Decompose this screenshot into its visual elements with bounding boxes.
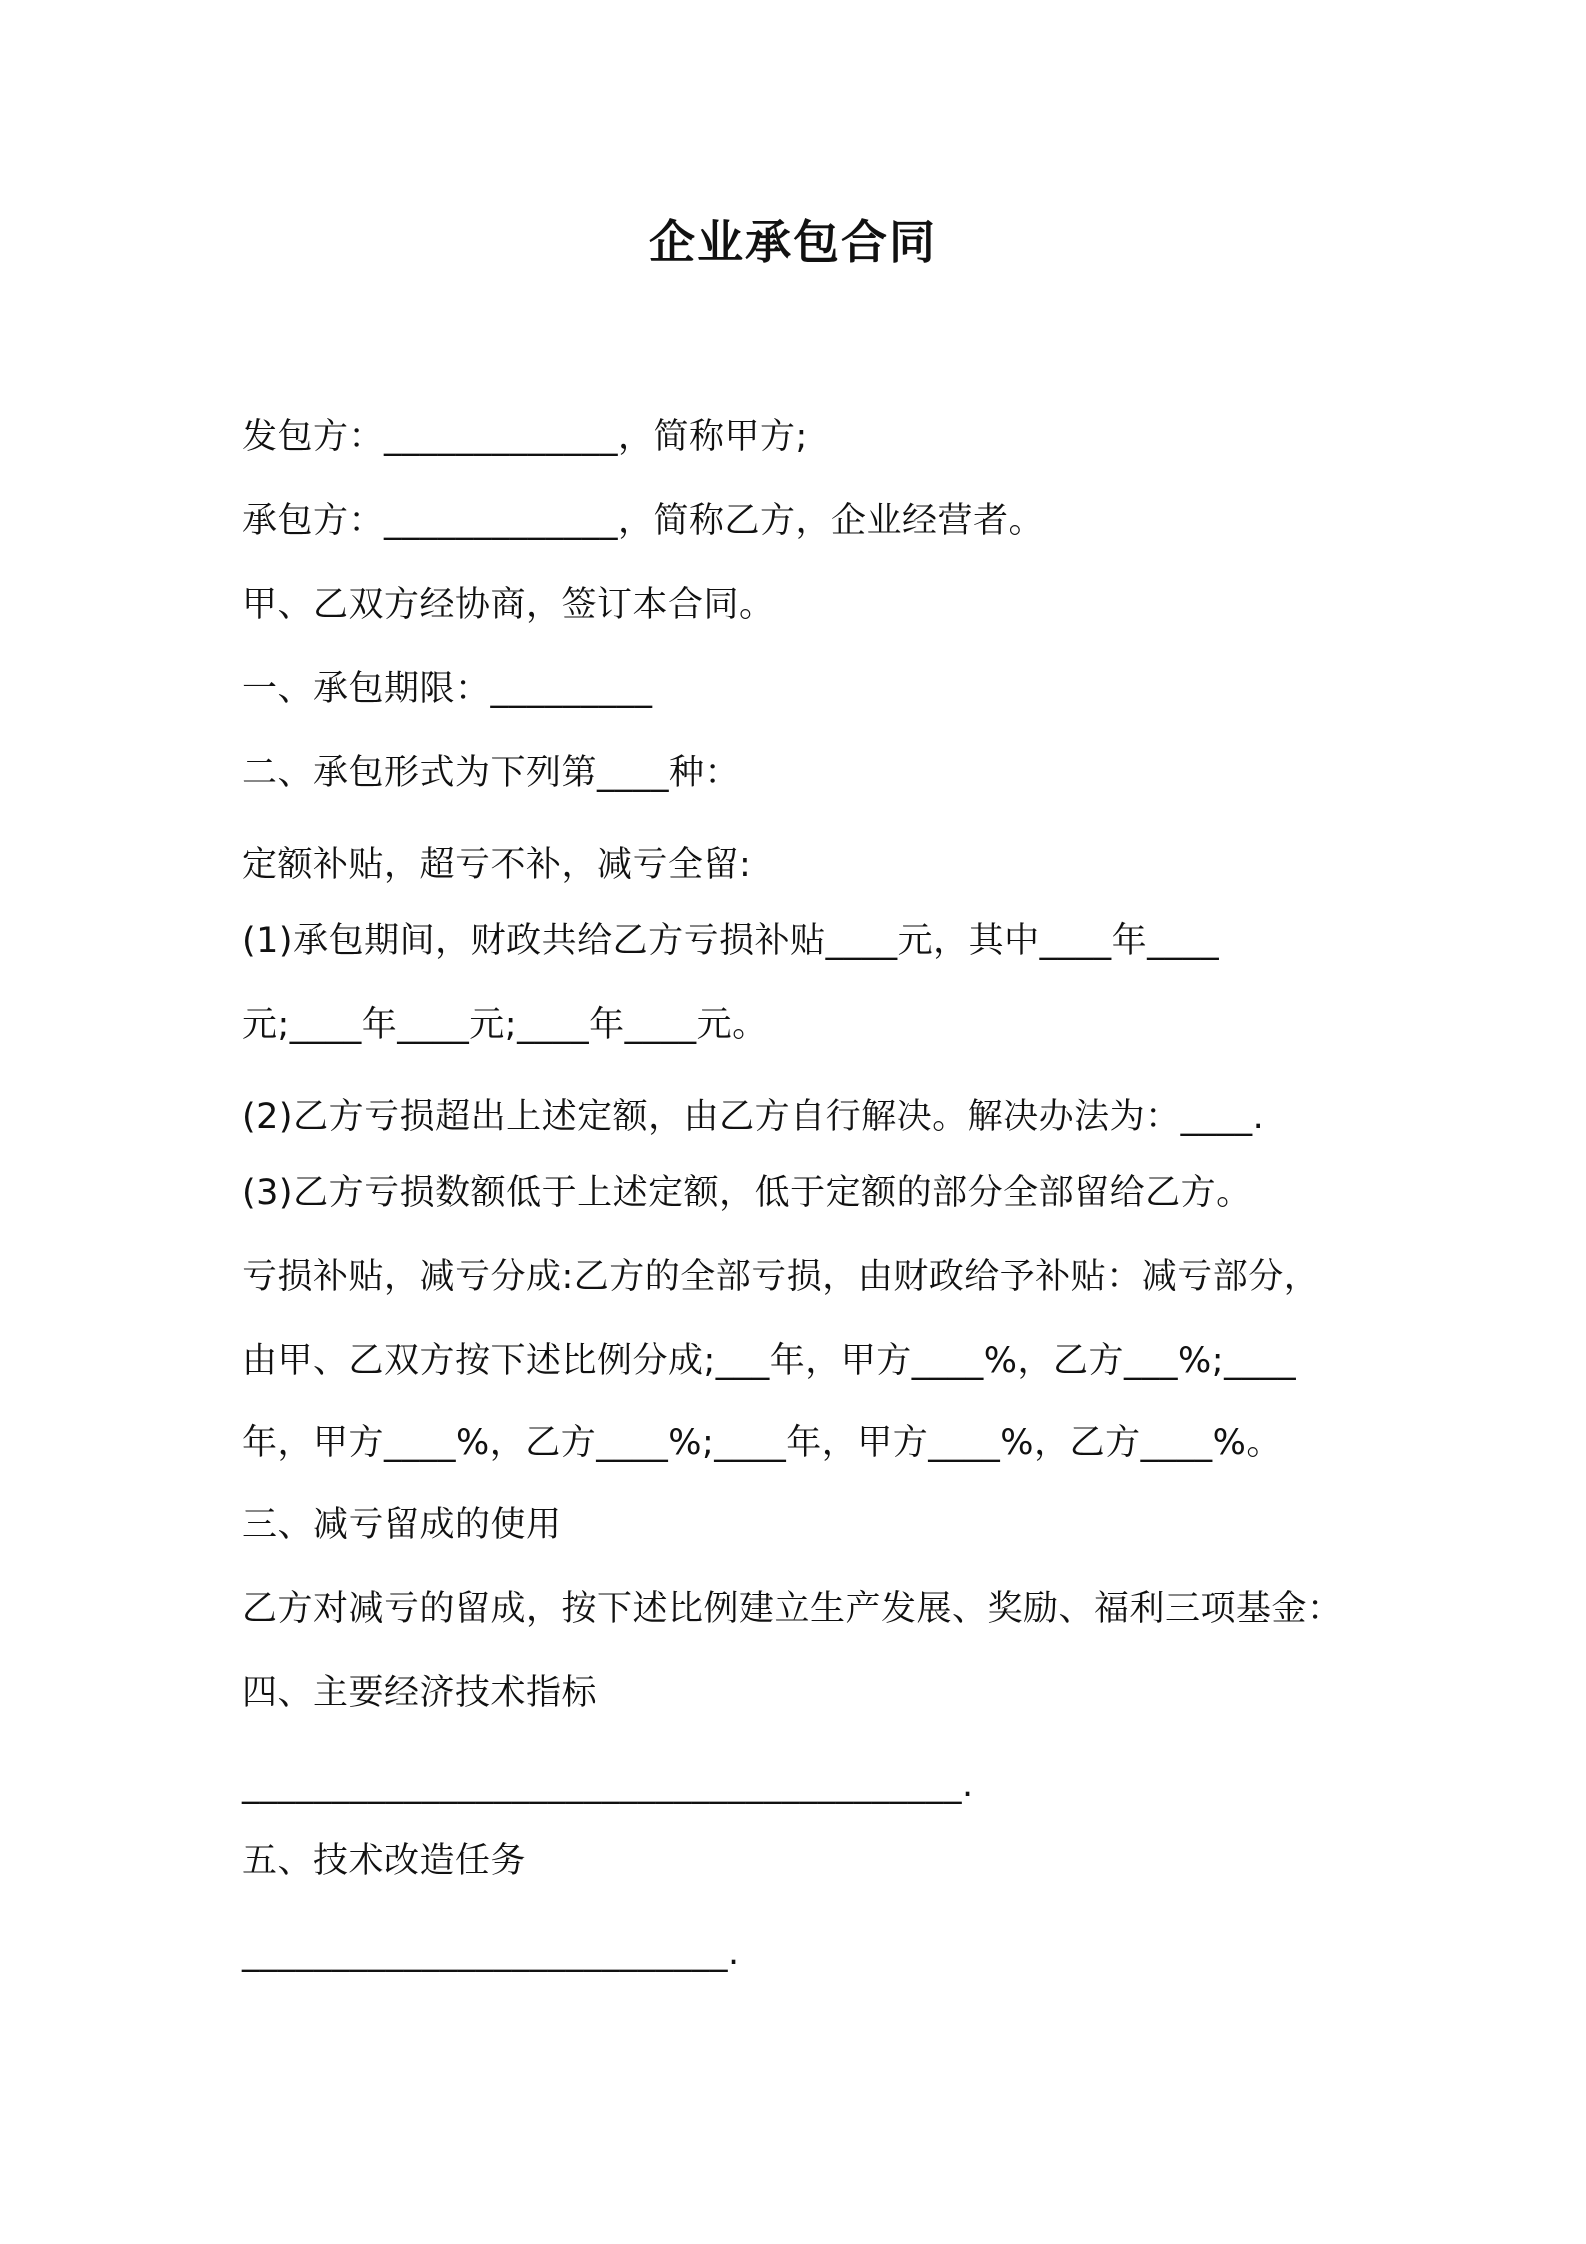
clause-2: (2)乙方亏损超出上述定额，由乙方自行解决。解决办法为：____.	[242, 1097, 1265, 1137]
clause-1-line-2: 元;____年____元;____年____元。	[242, 1005, 768, 1045]
section-4-heading: 四、主要经济技术指标	[242, 1673, 598, 1713]
section-4-blank: ________________________________________.	[242, 1765, 974, 1805]
quota-subsidy-heading: 定额补贴，超亏不补，减亏全留:	[242, 845, 752, 885]
clause-3: (3)乙方亏损数额低于上述定额，低于定额的部分全部留给乙方。	[242, 1173, 1252, 1213]
agreement-intro: 甲、乙双方经协商，签订本合同。	[242, 585, 775, 625]
clause-1-line-1: (1)承包期间，财政共给乙方亏损补贴____元，其中____年____	[242, 921, 1220, 961]
section-1-term: 一、承包期限：_________	[242, 669, 653, 709]
section-2-form: 二、承包形式为下列第____种：	[242, 753, 741, 793]
section-5-blank: ___________________________.	[242, 1933, 740, 1973]
section-3-heading: 三、减亏留成的使用	[242, 1505, 562, 1545]
party-b-line: 承包方：_____________，简称乙方，企业经营者。	[242, 501, 1045, 541]
loss-subsidy-line-1: 亏损补贴，减亏分成:乙方的全部亏损，由财政给予补贴：减亏部分，	[242, 1257, 1320, 1297]
party-a-line: 发包方：_____________，简称甲方;	[242, 417, 808, 457]
document-title: 企业承包合同	[649, 215, 937, 269]
section-3-text: 乙方对减亏的留成，按下述比例建立生产发展、奖励、福利三项基金：	[242, 1589, 1343, 1629]
loss-subsidy-line-3: 年，甲方____%，乙方____%;____年，甲方____%，乙方____%。	[242, 1423, 1282, 1463]
loss-subsidy-line-2: 由甲、乙双方按下述比例分成;___年，甲方____%，乙方___%;____	[242, 1341, 1297, 1381]
section-5-heading: 五、技术改造任务	[242, 1841, 527, 1881]
